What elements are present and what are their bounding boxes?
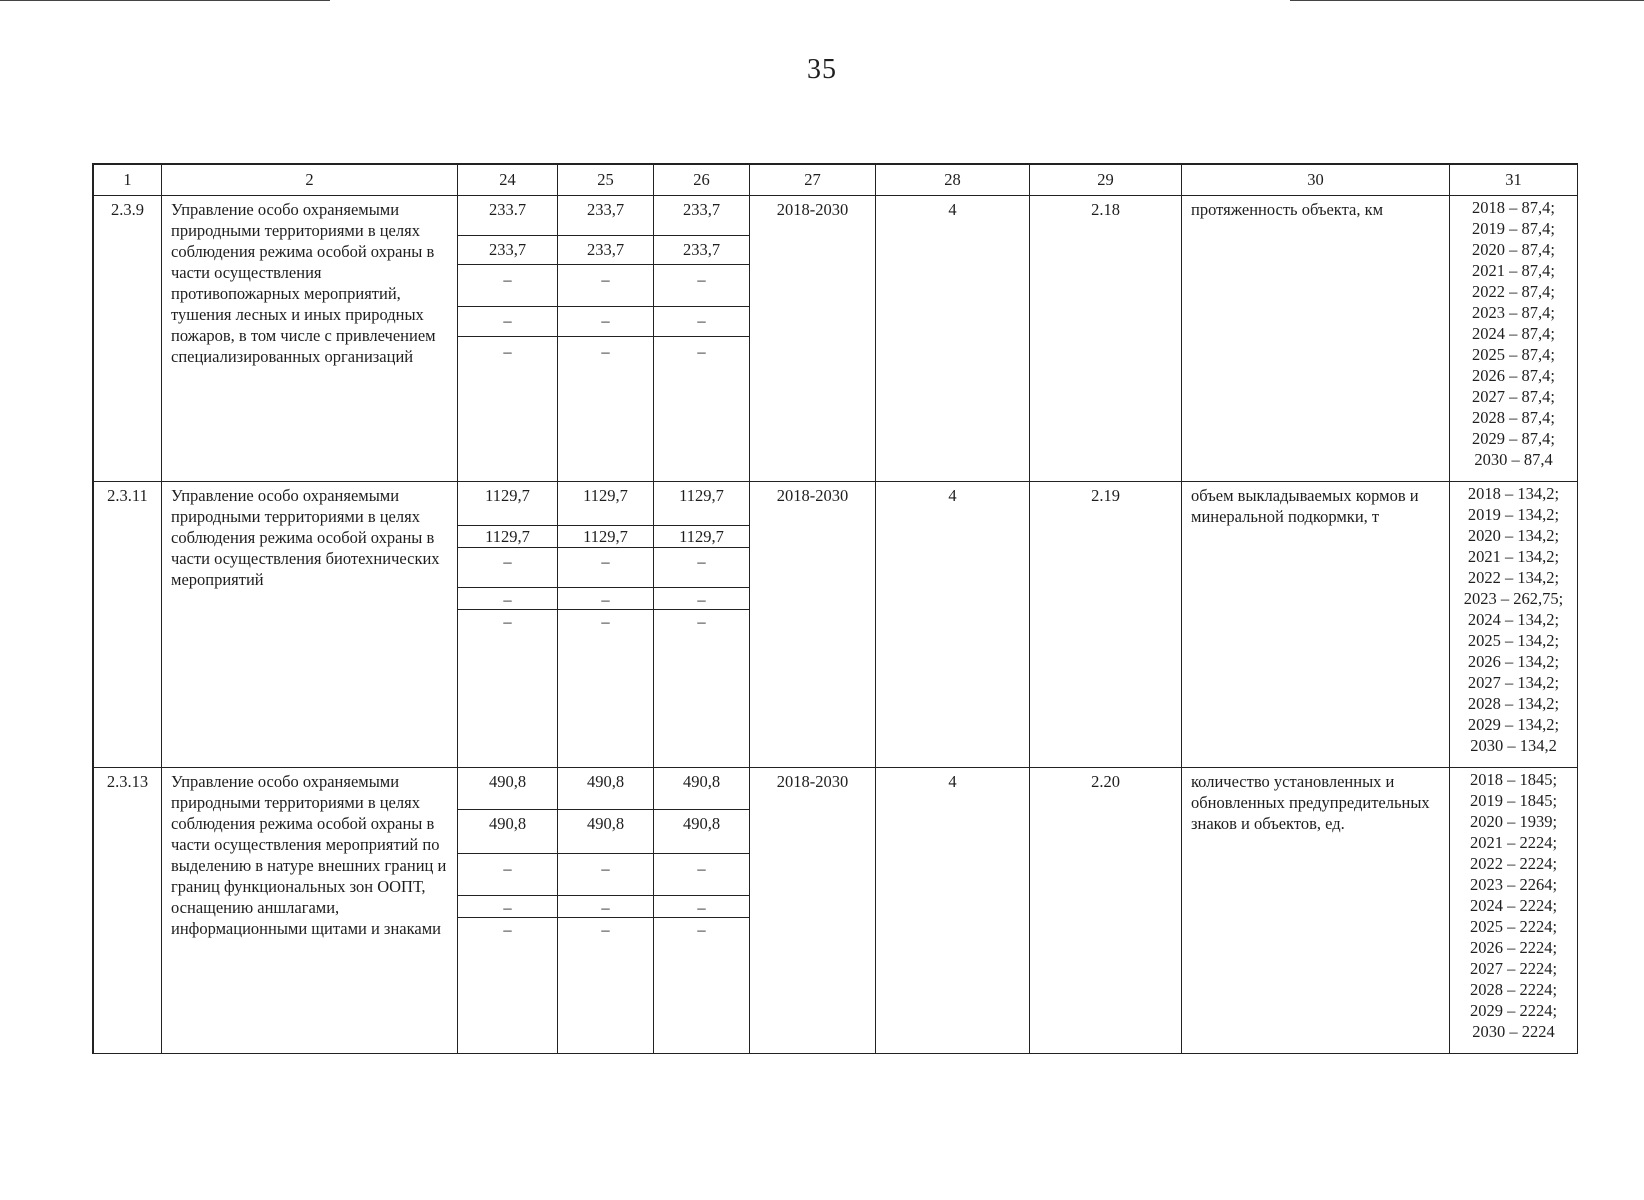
funding-value: – <box>654 265 749 307</box>
year-value: 2021 – 2224; <box>1469 833 1558 852</box>
year-value: 2026 – 2224; <box>1469 938 1558 957</box>
funding-value: 233,7 <box>458 236 557 265</box>
funding-cell-25 <box>558 768 654 1054</box>
row-indicator: объем выкладываемых кормов и минеральной подкормки, т <box>1182 482 1450 768</box>
funding-value: – <box>503 342 512 361</box>
funding-value: 1129,7 <box>458 526 557 548</box>
funding-value: – <box>458 896 557 918</box>
funding-value: 1129,7 <box>558 526 653 548</box>
year-value: 2030 – 87,4 <box>1474 450 1553 469</box>
year-value: 2024 – 134,2; <box>1467 610 1560 629</box>
row-period: 2018-2030 <box>750 196 876 482</box>
row-col29: 2.18 <box>1030 196 1182 482</box>
funding-value: 490,8 <box>654 810 749 854</box>
row-col29: 2.19 <box>1030 482 1182 768</box>
funding-value: – <box>558 548 653 588</box>
year-value: 2019 – 134,2; <box>1467 505 1560 524</box>
header-cell: 30 <box>1182 165 1450 196</box>
funding-value: 1129,7 <box>458 482 557 526</box>
header-cell: 25 <box>558 165 654 196</box>
funding-cell-25 <box>558 196 654 482</box>
funding-value: – <box>654 588 749 610</box>
funding-value: 490,8 <box>654 768 749 810</box>
year-value: 2028 – 2224; <box>1469 980 1558 999</box>
year-value: 2025 – 134,2; <box>1467 631 1560 650</box>
header-cell: 26 <box>654 165 750 196</box>
year-value: 2025 – 87,4; <box>1472 345 1555 364</box>
funding-value: 1129,7 <box>654 482 749 526</box>
funding-value: 1129,7 <box>654 526 749 548</box>
header-cell: 29 <box>1030 165 1182 196</box>
row-code: 2.3.9 <box>94 196 162 482</box>
funding-value: – <box>503 920 512 939</box>
year-value: 2027 – 134,2; <box>1467 673 1560 692</box>
funding-value: 233,7 <box>654 236 749 265</box>
header-cell: 2 <box>162 165 458 196</box>
header-cell: 28 <box>876 165 1030 196</box>
year-value: 2020 – 87,4; <box>1472 240 1555 259</box>
header-cell: 24 <box>458 165 558 196</box>
data-table <box>92 163 1578 1054</box>
year-value: 2019 – 1845; <box>1469 791 1558 810</box>
year-value: 2024 – 2224; <box>1469 896 1558 915</box>
row-yearly-values <box>1450 768 1578 1054</box>
year-value: 2023 – 87,4; <box>1472 303 1555 322</box>
year-value: 2019 – 87,4; <box>1472 219 1555 238</box>
row-col28: 4 <box>876 196 1030 482</box>
year-value: 2022 – 2224; <box>1469 854 1558 873</box>
scan-edge-line <box>0 0 330 1</box>
year-value: 2018 – 1845; <box>1469 770 1558 789</box>
funding-value: – <box>654 548 749 588</box>
funding-value: 490,8 <box>458 768 557 810</box>
funding-cell-24 <box>458 768 558 1054</box>
year-value: 2023 – 262,75; <box>1463 589 1564 608</box>
funding-value: – <box>458 854 557 896</box>
funding-value: – <box>697 920 706 939</box>
row-yearly-values <box>1450 196 1578 482</box>
funding-value: – <box>601 920 610 939</box>
funding-cell-24 <box>458 482 558 768</box>
row-name: Управление особо охраняемыми природными территориями в целях соблюдения режима особой охраны в части осуществления биотехнических мероприятий <box>162 482 458 768</box>
funding-value: – <box>458 548 557 588</box>
row-name: Управление особо охраняемыми природными территориями в целях соблюдения режима особой охраны в части осуществления мероприятий по выделению в натуре внешних границ и границ функциональных зон ООПТ, оснащению аншлагами, информационными щитами и знаками <box>162 768 458 1054</box>
year-value: 2030 – 2224 <box>1472 1022 1555 1041</box>
row-col28: 4 <box>876 768 1030 1054</box>
scan-edge-line <box>1290 0 1644 1</box>
funding-value: – <box>697 342 706 361</box>
row-indicator: количество установленных и обновленных предупредительных знаков и объектов, ед. <box>1182 768 1450 1054</box>
row-code: 2.3.13 <box>94 768 162 1054</box>
funding-cell-26 <box>654 482 750 768</box>
funding-value: 233.7 <box>458 196 557 236</box>
row-col28: 4 <box>876 482 1030 768</box>
funding-value: – <box>558 307 653 337</box>
row-code: 2.3.11 <box>94 482 162 768</box>
header-cell: 1 <box>94 165 162 196</box>
funding-value: 1129,7 <box>558 482 653 526</box>
funding-value: – <box>654 896 749 918</box>
year-value: 2023 – 2264; <box>1469 875 1558 894</box>
year-value: 2018 – 134,2; <box>1467 484 1560 503</box>
funding-value: – <box>558 588 653 610</box>
year-value: 2026 – 134,2; <box>1467 652 1560 671</box>
year-value: 2021 – 87,4; <box>1472 261 1555 280</box>
year-value: 2018 – 87,4; <box>1472 198 1555 217</box>
funding-value: – <box>654 854 749 896</box>
year-value: 2025 – 2224; <box>1469 917 1558 936</box>
year-value: 2020 – 134,2; <box>1467 526 1560 545</box>
funding-value: 490,8 <box>558 768 653 810</box>
funding-value: – <box>458 307 557 337</box>
funding-value: – <box>601 612 610 631</box>
year-value: 2026 – 87,4; <box>1472 366 1555 385</box>
year-value: 2021 – 134,2; <box>1467 547 1560 566</box>
funding-value: – <box>654 307 749 337</box>
funding-value: – <box>458 588 557 610</box>
funding-value: 233,7 <box>558 236 653 265</box>
row-period: 2018-2030 <box>750 768 876 1054</box>
year-value: 2024 – 87,4; <box>1472 324 1555 343</box>
year-value: 2028 – 134,2; <box>1467 694 1560 713</box>
funding-value: – <box>558 265 653 307</box>
funding-value: – <box>503 612 512 631</box>
row-yearly-values <box>1450 482 1578 768</box>
year-value: 2020 – 1939; <box>1469 812 1558 831</box>
year-value: 2029 – 87,4; <box>1472 429 1555 448</box>
header-cell: 31 <box>1450 165 1578 196</box>
header-cell: 27 <box>750 165 876 196</box>
row-period: 2018-2030 <box>750 482 876 768</box>
year-value: 2029 – 2224; <box>1469 1001 1558 1020</box>
funding-value: – <box>558 896 653 918</box>
funding-value: 233,7 <box>558 196 653 236</box>
funding-cell-26 <box>654 768 750 1054</box>
year-value: 2030 – 134,2 <box>1470 736 1557 755</box>
year-value: 2022 – 134,2; <box>1467 568 1560 587</box>
funding-value: – <box>601 342 610 361</box>
funding-value: 233,7 <box>654 196 749 236</box>
funding-value: – <box>458 265 557 307</box>
year-value: 2028 – 87,4; <box>1472 408 1555 427</box>
funding-cell-25 <box>558 482 654 768</box>
funding-cell-24 <box>458 196 558 482</box>
year-value: 2022 – 87,4; <box>1472 282 1555 301</box>
page-number: 35 <box>807 54 837 85</box>
row-indicator: протяженность объекта, км <box>1182 196 1450 482</box>
funding-cell-26 <box>654 196 750 482</box>
year-value: 2027 – 87,4; <box>1472 387 1555 406</box>
row-name: Управление особо охраняемыми природными территориями в целях соблюдения режима особой охраны в части осуществления противопожарных мероприятий, тушения лесных и иных природных пожаров, в том числе с привлечением специализированных организаций <box>162 196 458 482</box>
row-col29: 2.20 <box>1030 768 1182 1054</box>
funding-value: 490,8 <box>458 810 557 854</box>
funding-value: – <box>558 854 653 896</box>
funding-value: – <box>697 612 706 631</box>
funding-value: 490,8 <box>558 810 653 854</box>
year-value: 2029 – 134,2; <box>1467 715 1560 734</box>
year-value: 2027 – 2224; <box>1469 959 1558 978</box>
